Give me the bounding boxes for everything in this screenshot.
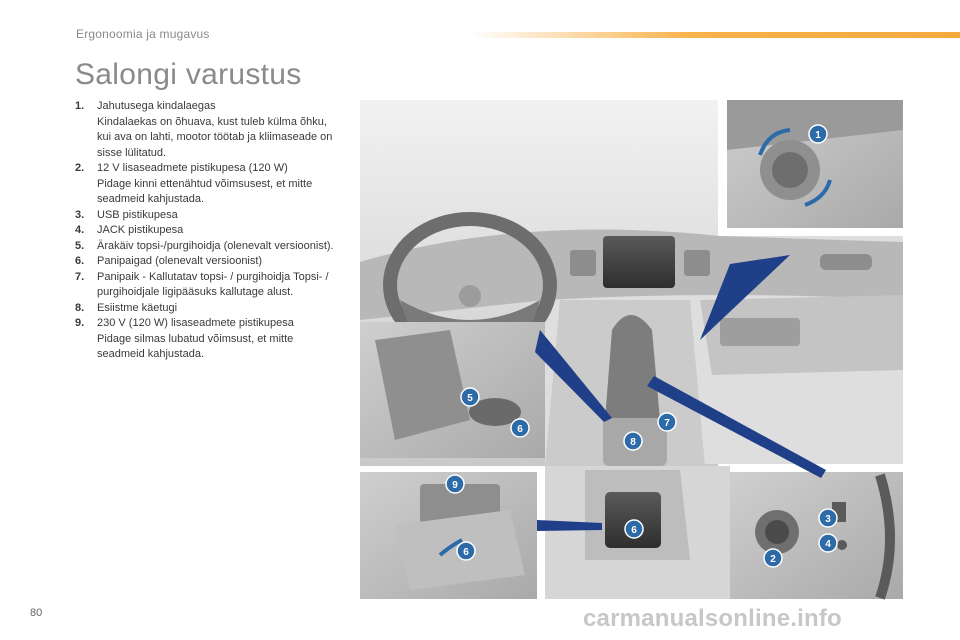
callout-badge-6 — [457, 542, 475, 560]
inset-cupholder — [360, 322, 545, 458]
inset-12v-usb-jack — [730, 472, 903, 599]
svg-text:8: 8 — [630, 437, 636, 448]
gear-lever-icon — [605, 315, 660, 420]
item-label: Ärakäiv topsi-/purgihoidja (olenevalt versioonist). — [97, 239, 334, 252]
item-label: 12 V lisaseadmete pistikupesa (120 W) — [97, 162, 288, 174]
svg-text:6: 6 — [631, 525, 637, 536]
item-label: Jahutusega kindalaegas — [97, 100, 216, 112]
item-number: 2. — [75, 162, 85, 174]
item-number: 8. — [75, 301, 85, 314]
svg-text:5: 5 — [467, 393, 473, 404]
svg-text:9: 9 — [452, 480, 458, 491]
infotainment-screen — [603, 236, 675, 288]
page-number: 80 — [30, 607, 43, 619]
svg-text:3: 3 — [825, 514, 831, 525]
callout-badge-2 — [764, 549, 782, 567]
item-number: 9. — [75, 317, 85, 329]
item-description: Kindalaekas on õhuava, kust tuleb külma õhku, kui ava on lahti, mootor töötab ja kliimaseade on sisse lülitatud. — [97, 115, 333, 159]
callout-badge-1 — [809, 125, 827, 143]
callout-badge-5 — [461, 388, 479, 406]
callout-badge-4 — [819, 534, 837, 552]
item-number: 1. — [75, 100, 85, 112]
svg-text:6: 6 — [517, 424, 523, 435]
item-label: Panipaigad (olenevalt versioonist) — [97, 255, 263, 267]
callout-badge-3 — [819, 509, 837, 527]
svg-text:2: 2 — [770, 554, 776, 565]
air-vent-icon — [570, 250, 596, 276]
air-vent-icon — [820, 254, 872, 270]
item-description: Pidage kinni ettenähtud võimsusest, et mitte seadmeid kahjustada. — [97, 177, 313, 205]
item-number: 6. — [75, 255, 85, 267]
watermark: carmanualsonline.info — [583, 605, 842, 632]
svg-text:6: 6 — [463, 547, 469, 558]
item-label: 230 V (120 W) lisaseadmete pistikupesa — [97, 317, 294, 329]
inset-glovebox-vent — [727, 100, 903, 228]
callout-badge-6 — [625, 520, 643, 538]
item-number: 4. — [75, 224, 85, 236]
item-number: 5. — [75, 239, 85, 252]
svg-text:1: 1 — [815, 130, 821, 141]
item-label: Panipaik - Kallutatav topsi- / purgihoidja Topsi- / purgihoidjale ligipääsuks kallutage alust. — [97, 270, 329, 298]
page-title: Salongi varustus — [75, 58, 302, 91]
section-header: Ergonoomia ja mugavus — [76, 27, 210, 41]
item-label: USB pistikupesa — [97, 208, 178, 221]
item-number: 3. — [75, 208, 85, 221]
item-label: JACK pistikupesa — [97, 224, 184, 236]
callout-badge-8 — [624, 432, 642, 450]
svg-text:4: 4 — [825, 539, 831, 550]
callout-badge-9 — [446, 475, 464, 493]
svg-text:7: 7 — [664, 418, 670, 429]
callout-badge-7 — [658, 413, 676, 431]
item-label: Esiistme käetugi — [97, 301, 178, 314]
item-number: 7. — [75, 270, 85, 283]
air-vent-icon — [684, 250, 710, 276]
callout-badge-6 — [511, 419, 529, 437]
item-description: Pidage silmas lubatud võimsust, et mitte seadmeid kahjustada. — [97, 332, 294, 360]
